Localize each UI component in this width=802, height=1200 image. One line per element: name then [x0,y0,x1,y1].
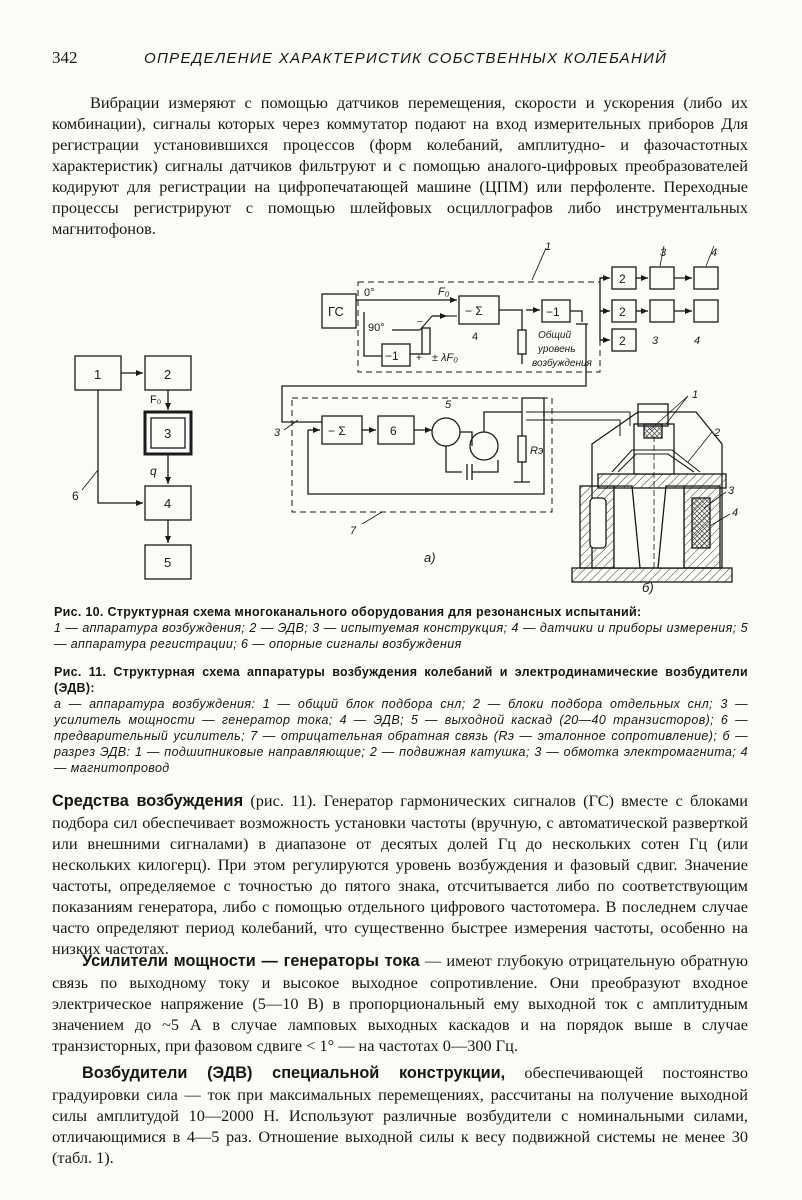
fig11a-diagram [274,241,721,565]
minus-one-label: −1 [385,349,399,363]
paragraph-sredstva [52,790,748,959]
f0-upper-label: F₀ [438,286,450,298]
label-7: 7 [350,525,357,537]
fig-a-label: а) [424,550,436,565]
usiliteli-text: — имеют глубокую отрицательную обратную связь по выходному току и высокое выходное сопротивление. Они преобразуют входное электрическое напряжение (5—10 В) в пропорциональный ему выходной ток с амплитудным значением до ~5 А в случае ламповых выходных каскадов и на порядок выше в случае транзисторных, при фазовом сдвиге < 1° — на частотах 0—300 Гц. [52,951,748,1055]
label-4-mid: 4 [694,335,701,347]
vozbuditeli-text: обеспечивающей постоянство градуировки сила — ток при максимальных перемещениях, рассчитаны на получение выходной силы амплитудой 10—2000 Н. Используют различные возбудители с номинальными силами, отличающимися в 4—5 раз. Отношение выходной силы к весу подвижной системы не менее 30 (табл. 1). [52,1063,748,1167]
intro-paragraph [52,92,748,239]
fig10-caption-body: 1 — аппаратура возбуждения; 2 — ЭДВ; 3 — испытуемая конструкция; 4 — датчики и приборы измерения; 5 — аппаратура регистрации; 6 — опорные сигналы возбуждения [54,621,748,651]
b2-1: 2 [619,272,626,286]
vozbuditeli-lead: Возбудители (ЭДВ) специальной конструкции, [82,1064,506,1082]
fig10-diagram [72,356,191,579]
intro-text: Вибрации измеряют с помощью датчиков перемещения, скорости и ускорения (либо их комбинации), сигналы которых через коммутатор подают на вход измерительных приборов Для регистрации установившихся процессов (форм колебаний, амплитудно- и фазочастотных характеристик) сигналы датчиков фильтруют и с помощью аналого-цифровых преобразователей кодируют для регистрации на цифропечатающей машине (ЦПМ) или перфоленте. Переходные процессы регистрируют с помощью шлейфовых осциллографов либо инструментальных магнитофонов. [52,93,748,238]
figures-area [52,236,752,598]
block-6-label: 6 [390,424,397,438]
page-number: 342 [52,48,78,67]
common-level-3: возбуждения [532,358,592,369]
fig10-block-5-label: 5 [164,555,172,570]
sum-label: − Σ [465,304,483,318]
label-3-mid: 3 [652,335,659,347]
pm-delta-label: ± λF₀ [432,352,458,364]
svg-text:−: − [417,317,423,328]
fig11-caption-body: а — аппаратура возбуждения: 1 — общий блок подбора снл; 2 — блоки подбора отдельных снл; 3 — усилитель мощности — генератор тока; 4 — ЭДВ; 5 — выходной каскад (20—40 транзисторов); 6 — предварительный усилитель; 7 — отрицательная обратная связь (Rэ — эталонное сопротивление); б — разрез ЭДВ: 1 — подшипниковые направляющие; 2 — подвижная катушка; 3 — обмотка электромагнита; 4 — магнитопровод [54,697,748,775]
sredstva-lead: Средства возбуждения [52,792,244,810]
b2-2: 2 [619,305,626,319]
fig10-block-3-label: 3 [164,426,172,441]
label-4-top: 4 [711,247,718,259]
fig11-caption-title: Рис. 11. Структурная схема аппаратуры возбуждения колебаний и электродинамические возбудители (ЭДВ): [54,665,748,695]
running-title: ОПРЕДЕЛЕНИЕ ХАРАКТЕРИСТИК СОБСТВЕННЫХ КОЛЕБАНИЙ [144,50,668,67]
page-header [52,48,752,72]
fig-b-label: б) [642,580,654,595]
sredstva-text: (рис. 11). Генератор гармонических сигналов (ГС) вместе с блоками подбора сил обеспечивает возможность установки частоты (вручную, с автоматической разверткой или внешними сигналами) в диапазоне от десятых долей Гц до нескольких сотен Гц (или нескольких килогерц). При этом регулируются уровень возбуждения и фазовый сдвиг. Значение частоты, определяемое с точностью до пятого знака, отсчитывается либо по соответствующим показаниям генератора, либо с помощью отдельного цифрового частотомера. В последнем случае часто определяют период колебаний, что существенно быстрее измерения частоты, особенно на низких частотах. [52,791,748,958]
fig10-block-2-label: 2 [164,367,172,382]
usiliteli-lead: Усилители мощности — генераторы тока [82,952,420,970]
rs-label: Rэ [530,445,544,457]
fig10-caption-title: Рис. 10. Структурная схема многоканального оборудования для резонансных испытаний: [54,605,642,619]
amplifier-block-7 [292,398,552,512]
sum-b-label: − Σ [328,424,346,438]
paragraph-vozbuditeli [52,1062,748,1168]
fig10-q-label: q [150,464,157,478]
edv-label-1: 1 [692,389,699,401]
zero-deg-label: 0° [364,287,375,299]
fig11-caption [54,664,748,776]
paragraph-usiliteli [52,950,748,1056]
fig10-f0-label: F₀ [150,394,162,406]
label-4-upper: 4 [472,331,479,343]
svg-text:+: + [416,353,422,364]
common-level-2: уровень [538,344,576,355]
minus-one-b-label: −1 [546,305,560,319]
fig10-caption [54,604,748,652]
label-3-top: 3 [660,247,667,259]
common-level-1: Общий [538,330,572,341]
label-3-amp: 3 [274,427,281,439]
edv-label-4: 4 [732,507,739,519]
gs-label: ГС [328,304,344,319]
fig10-label-6: 6 [72,489,79,503]
label-5: 5 [445,399,452,411]
fig10-block-1-label: 1 [94,367,102,382]
edv-label-3: 3 [728,485,735,497]
label-1-top: 1 [545,241,552,253]
ninety-deg-label: 90° [368,322,385,334]
b2-3: 2 [619,334,626,348]
fig10-block-4-label: 4 [164,496,172,511]
edv-label-2: 2 [714,427,721,439]
